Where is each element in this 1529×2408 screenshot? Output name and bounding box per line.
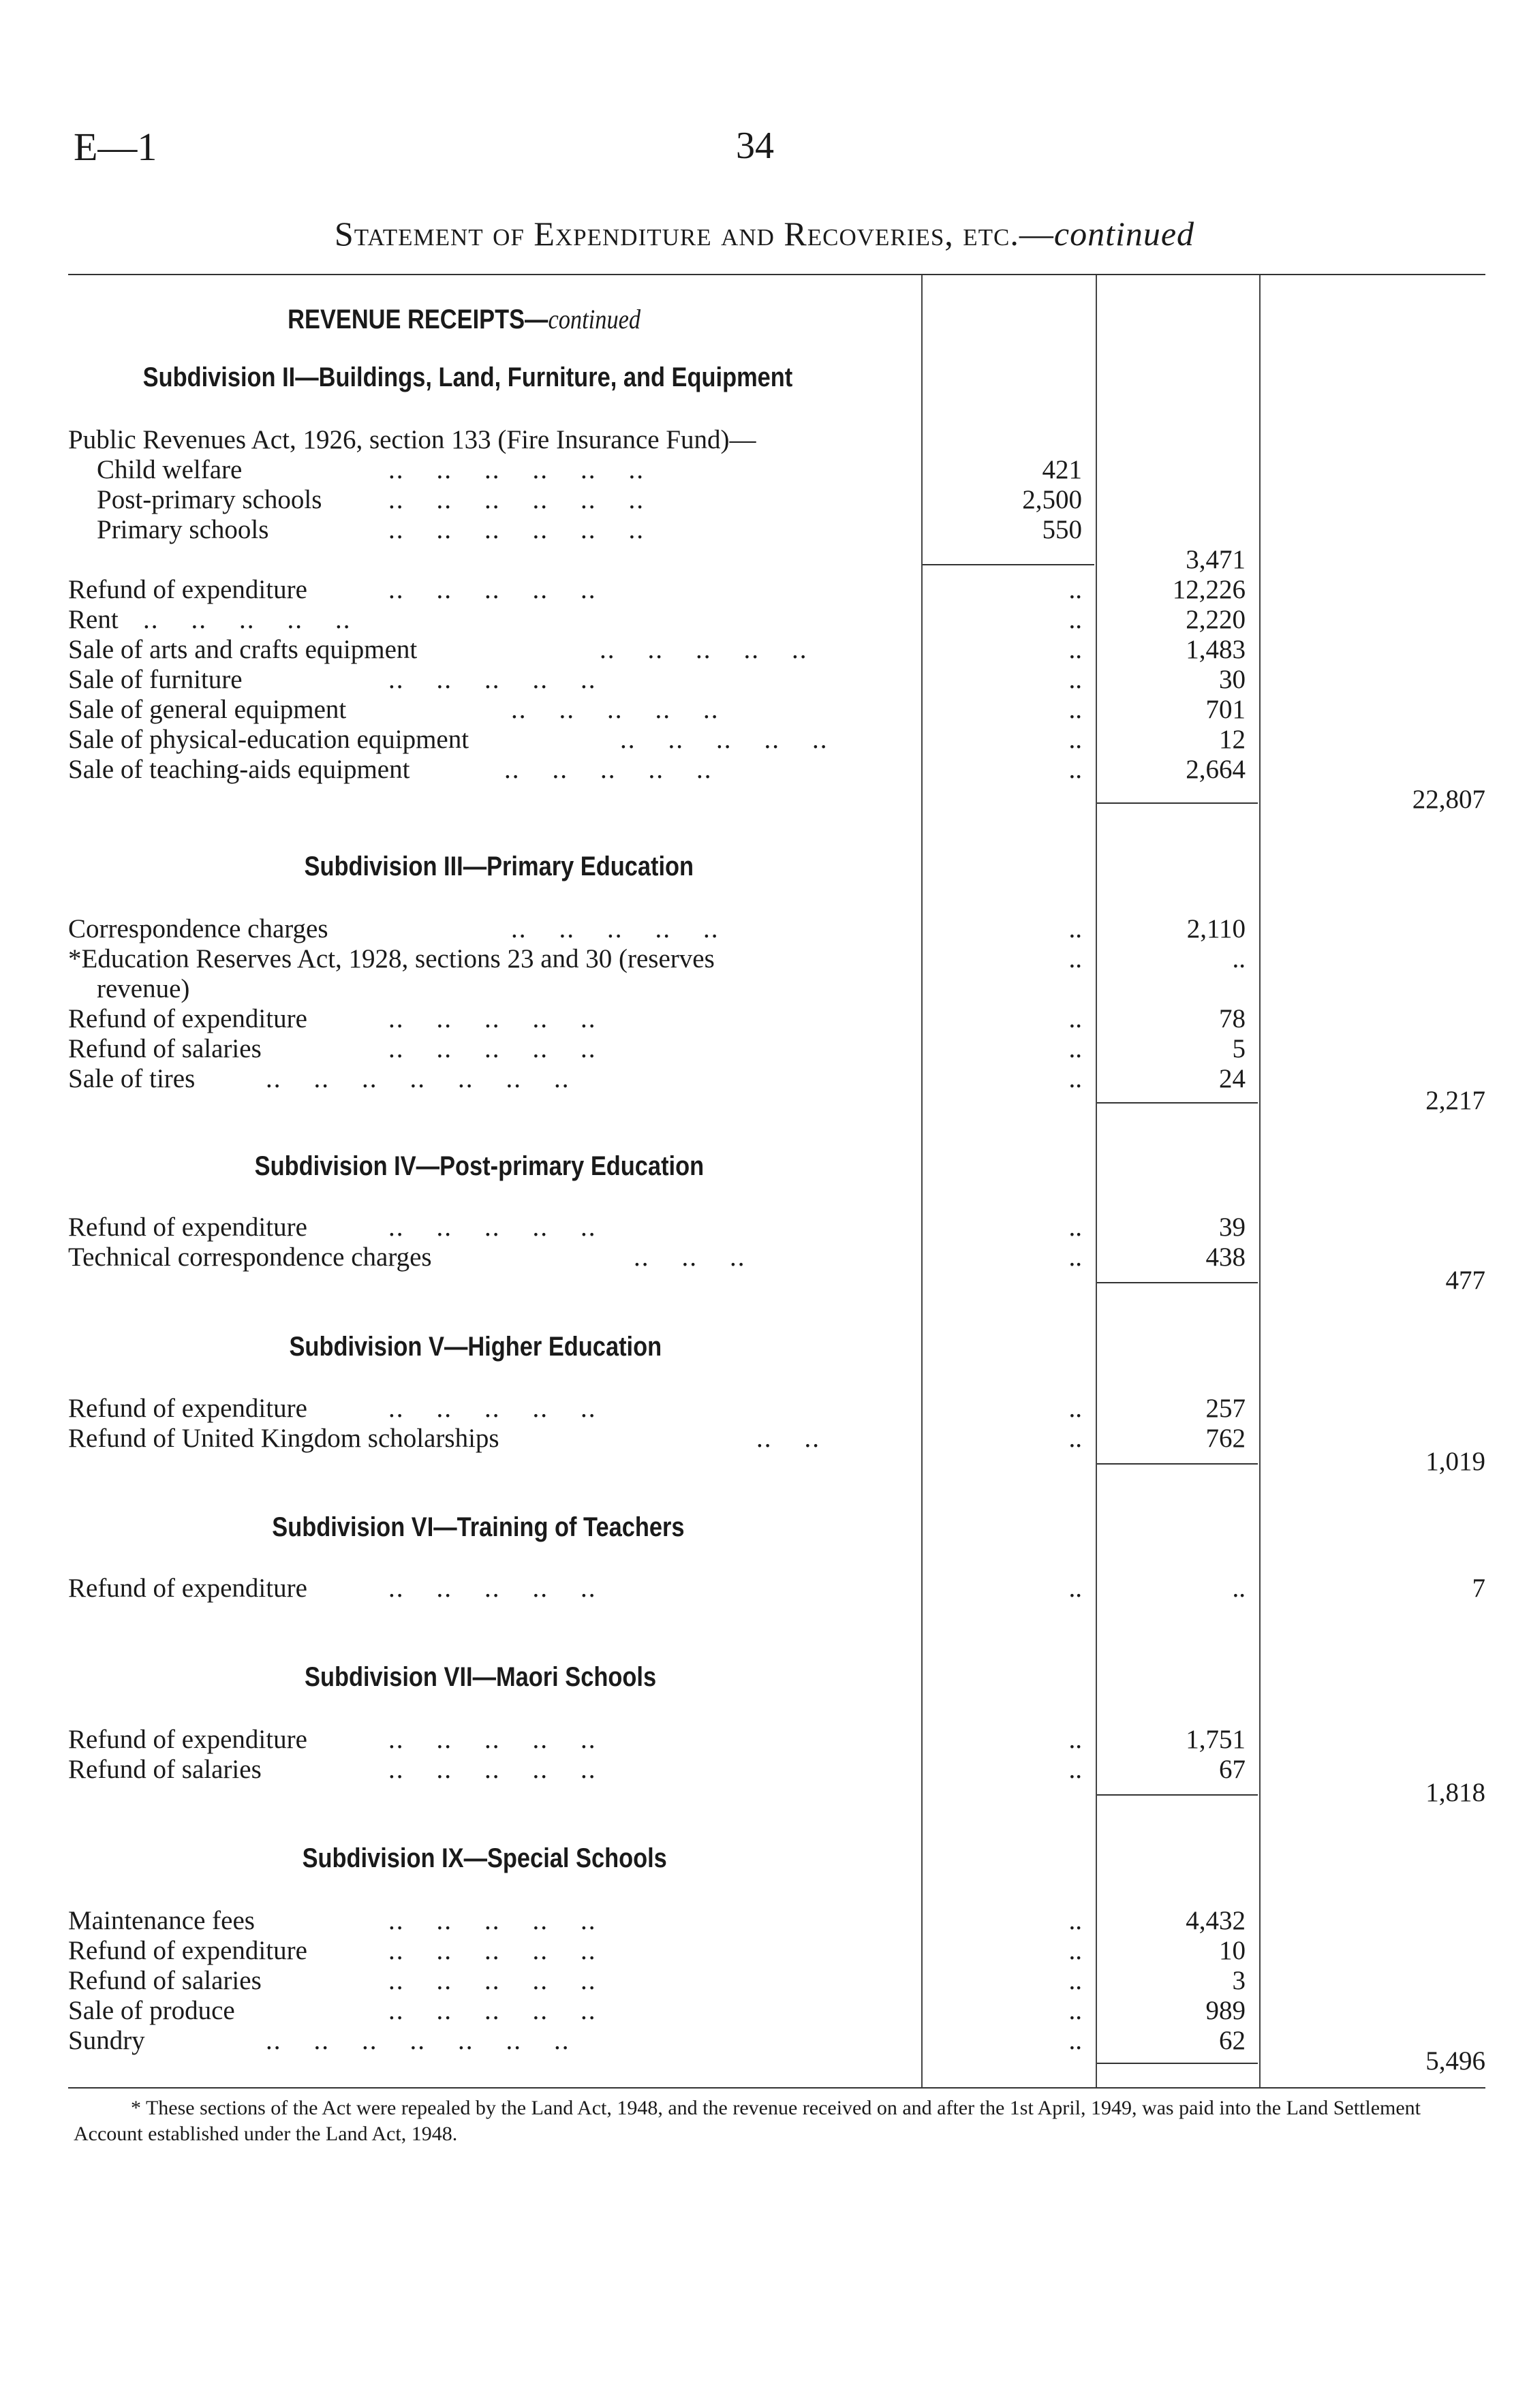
line-item xyxy=(68,605,1485,635)
column-1-value: .. xyxy=(1068,725,1082,754)
column-2-value: 2,664 xyxy=(1186,755,1246,784)
line-item-label: Sale of produce xyxy=(68,1996,235,2025)
column-1-value: 421 xyxy=(1042,455,1082,484)
line-item xyxy=(68,914,1485,944)
column-1-value: .. xyxy=(1068,1064,1082,1093)
line-item xyxy=(68,515,1485,545)
line-item-label: *Education Reserves Act, 1928, sections 23 and 30 (reserves xyxy=(68,944,715,973)
title-main: Statement of Expenditure and Recoveries, etc.— xyxy=(334,215,1054,253)
line-item xyxy=(68,1004,1485,1034)
line-item-label: Child welfare xyxy=(97,455,243,484)
leader-dots: .. .. .. .. .. xyxy=(388,1034,597,1063)
page-title xyxy=(0,214,1529,253)
line-item-label: Public Revenues Act, 1926, section 133 (Fire Insurance Fund)— xyxy=(68,425,756,454)
line-item xyxy=(68,485,1485,515)
line-item xyxy=(68,1574,1485,1604)
line-item-label: Sale of teaching-aids equipment xyxy=(68,755,410,784)
leader-dots: .. .. .. .. .. xyxy=(143,605,352,634)
column-3-total: 1,818 xyxy=(1425,1778,1485,1807)
column-2-value: 12 xyxy=(1219,725,1246,754)
line-item-label: Refund of expenditure xyxy=(68,1004,307,1033)
line-item xyxy=(68,1966,1485,1996)
column-1-value: .. xyxy=(1068,1755,1082,1784)
column-3-total: 477 xyxy=(1445,1266,1485,1295)
line-item-label: Sale of furniture xyxy=(68,665,243,694)
leader-dots: .. .. .. .. .. xyxy=(511,914,720,943)
page-code: E—1 xyxy=(74,125,157,169)
section-header: REVENUE RECEIPTS—continued xyxy=(288,304,641,334)
line-item-label: Technical correspondence charges xyxy=(68,1242,432,1272)
line-item xyxy=(68,1086,1485,1116)
leader-dots: .. .. .. .. .. xyxy=(388,1755,597,1784)
column-1-value: .. xyxy=(1068,605,1082,634)
leader-dots: .. .. .. .. .. xyxy=(504,755,713,784)
line-item xyxy=(68,1213,1485,1242)
line-item xyxy=(68,725,1485,755)
line-item xyxy=(68,665,1485,695)
column-1-value: .. xyxy=(1068,635,1082,664)
line-item-label: Maintenance fees xyxy=(68,1906,255,1935)
column-1-value: .. xyxy=(1068,944,1082,973)
line-item xyxy=(68,785,1485,815)
column-2-value: .. xyxy=(1232,1574,1246,1603)
line-item xyxy=(68,1725,1485,1755)
column-2-value: 67 xyxy=(1219,1755,1246,1784)
column-1-value: .. xyxy=(1068,1725,1082,1754)
line-item-label: Sale of physical-education equipment xyxy=(68,725,469,754)
line-item-label: Sundry xyxy=(68,2026,145,2055)
column-3-total: 7 xyxy=(1472,1574,1485,1603)
bottom-rule xyxy=(68,2087,1485,2089)
leader-dots: .. .. .. .. .. xyxy=(511,695,720,724)
column-2-value: 10 xyxy=(1219,1936,1246,1965)
leader-dots: .. .. .. .. .. xyxy=(388,1004,597,1033)
leader-dots: .. .. .. .. .. .. xyxy=(388,455,645,484)
column-1-value: .. xyxy=(1068,1906,1082,1935)
leader-dots: .. .. .. .. .. xyxy=(388,1213,597,1242)
line-item-label: Post-primary schools xyxy=(97,485,322,514)
line-item-label: Refund of expenditure xyxy=(68,1725,307,1754)
leader-dots: .. .. .. .. .. .. .. xyxy=(266,2026,570,2055)
column-1-value: 550 xyxy=(1042,515,1082,544)
column-2-value: 3,471 xyxy=(1186,545,1246,574)
line-item-label: Refund of salaries xyxy=(68,1034,262,1063)
column-1-value: .. xyxy=(1068,1424,1082,1453)
column-1-value: .. xyxy=(1068,755,1082,784)
column-1-value: .. xyxy=(1068,1996,1082,2025)
column-1-value: .. xyxy=(1068,1004,1082,1033)
column-1-value: .. xyxy=(1068,2026,1082,2055)
line-item xyxy=(68,1906,1485,1936)
column-1-value: .. xyxy=(1068,695,1082,724)
line-item xyxy=(68,545,1485,575)
subdivision-heading: Subdivision V—Higher Education xyxy=(289,1332,662,1362)
column-2-value: 24 xyxy=(1219,1064,1246,1093)
leader-dots: .. .. .. .. .. xyxy=(388,1574,597,1603)
column-2-value: 78 xyxy=(1219,1004,1246,1033)
column-2-value: 62 xyxy=(1219,2026,1246,2055)
column-3-total: 2,217 xyxy=(1425,1086,1485,1115)
line-item-label: Sale of arts and crafts equipment xyxy=(68,635,418,664)
column-1-value: .. xyxy=(1068,1213,1082,1242)
leader-dots: .. .. xyxy=(756,1424,820,1453)
column-2-value: 438 xyxy=(1205,1242,1246,1272)
line-item xyxy=(68,2046,1485,2076)
line-item xyxy=(68,1266,1485,1296)
subdivision-heading: Subdivision III—Primary Education xyxy=(304,851,694,881)
leader-dots: .. .. .. .. .. .. .. xyxy=(266,1064,570,1093)
column-3-total: 1,019 xyxy=(1425,1447,1485,1476)
column-2-value: 257 xyxy=(1205,1394,1246,1423)
column-2-value: 5 xyxy=(1232,1034,1246,1063)
line-item-label: Primary schools xyxy=(97,515,269,544)
column-1-value: .. xyxy=(1068,1574,1082,1603)
line-item xyxy=(68,1996,1485,2026)
column-1-value: .. xyxy=(1068,1936,1082,1965)
line-item-label: Refund of expenditure xyxy=(68,1213,307,1242)
leader-dots: .. .. .. .. .. xyxy=(388,665,597,694)
line-item xyxy=(68,1447,1485,1477)
leader-dots: .. .. .. .. .. .. xyxy=(388,485,645,514)
line-item xyxy=(68,1936,1485,1966)
column-1-value: .. xyxy=(1068,1394,1082,1423)
column-1-value: .. xyxy=(1068,914,1082,943)
title-continued: continued xyxy=(1053,215,1195,253)
subdivision-heading: Subdivision II—Buildings, Land, Furniture, and Equipment xyxy=(142,362,793,392)
line-item-label: Rent xyxy=(68,605,119,634)
line-item xyxy=(68,575,1485,605)
footnote: * These sections of the Act were repealed by the Land Act, 1948, and the revenue received on and after the 1st April, 1949, was paid into the Land Settlement Account established under the Land Act, 1948. xyxy=(74,2097,1421,2145)
line-item-label: Refund of salaries xyxy=(68,1966,262,1995)
leader-dots: .. .. .. .. .. xyxy=(388,1936,597,1965)
line-item xyxy=(68,944,1485,974)
line-item xyxy=(68,1778,1485,1808)
column-2-value: 4,432 xyxy=(1186,1906,1246,1935)
page-number: 34 xyxy=(736,125,774,167)
leader-dots: .. .. .. xyxy=(634,1242,746,1272)
line-item-label: Refund of expenditure xyxy=(68,1394,307,1423)
column-3-total: 5,496 xyxy=(1425,2046,1485,2076)
line-item-label: Refund of expenditure xyxy=(68,1574,307,1603)
line-item-label: Sale of general equipment xyxy=(68,695,347,724)
column-1-value: .. xyxy=(1068,665,1082,694)
leader-dots: .. .. .. .. .. xyxy=(388,1725,597,1754)
subdivision-heading: Subdivision VI—Training of Teachers xyxy=(272,1512,685,1542)
column-2-value: .. xyxy=(1232,944,1246,973)
column-1-value: .. xyxy=(1068,1242,1082,1272)
leader-dots: .. .. .. .. .. .. xyxy=(388,515,645,544)
line-item xyxy=(68,635,1485,665)
line-item xyxy=(68,1394,1485,1424)
line-item xyxy=(68,1034,1485,1064)
line-item-label: Refund of expenditure xyxy=(68,1936,307,1965)
line-item xyxy=(68,695,1485,725)
line-item-label: Sale of tires xyxy=(68,1064,196,1093)
subdivision-heading: Subdivision IX—Special Schools xyxy=(302,1843,667,1873)
leader-dots: .. .. .. .. .. xyxy=(600,635,808,664)
leader-dots: .. .. .. .. .. xyxy=(388,1966,597,1995)
column-2-value: 30 xyxy=(1219,665,1246,694)
leader-dots: .. .. .. .. .. xyxy=(388,1906,597,1935)
column-2-value: 2,110 xyxy=(1186,914,1246,943)
leader-dots: .. .. .. .. .. xyxy=(388,1394,597,1423)
top-rule xyxy=(68,274,1485,275)
column-2-value: 1,483 xyxy=(1186,635,1246,664)
column-2-value: 1,751 xyxy=(1186,1725,1246,1754)
column-2-value: 2,220 xyxy=(1186,605,1246,634)
line-item xyxy=(68,755,1485,785)
line-item xyxy=(68,974,1485,1004)
line-item-label: Refund of expenditure xyxy=(68,575,307,604)
line-item-label: Refund of salaries xyxy=(68,1755,262,1784)
leader-dots: .. .. .. .. .. xyxy=(388,575,597,604)
column-1-value: .. xyxy=(1068,575,1082,604)
subdivision-heading: Subdivision VII—Maori Schools xyxy=(305,1662,657,1692)
column-1-value: 2,500 xyxy=(1022,485,1082,514)
column-2-value: 39 xyxy=(1219,1213,1246,1242)
line-item-label: Correspondence charges xyxy=(68,914,328,943)
column-2-value: 989 xyxy=(1205,1996,1246,2025)
line-item-label: revenue) xyxy=(97,974,190,1003)
column-3-total: 22,807 xyxy=(1412,785,1485,814)
leader-dots: .. .. .. .. .. xyxy=(620,725,829,754)
column-2-value: 701 xyxy=(1205,695,1246,724)
column-2-value: 12,226 xyxy=(1172,575,1246,604)
leader-dots: .. .. .. .. .. xyxy=(388,1996,597,2025)
column-1-value: .. xyxy=(1068,1966,1082,1995)
line-item xyxy=(68,425,1485,455)
column-2-value: 3 xyxy=(1232,1966,1246,1995)
column-2-value: 762 xyxy=(1205,1424,1246,1453)
line-item xyxy=(68,455,1485,485)
column-1-value: .. xyxy=(1068,1034,1082,1063)
line-item-label: Refund of United Kingdom scholarships xyxy=(68,1424,499,1453)
subdivision-heading: Subdivision IV—Post-primary Education xyxy=(254,1151,705,1181)
